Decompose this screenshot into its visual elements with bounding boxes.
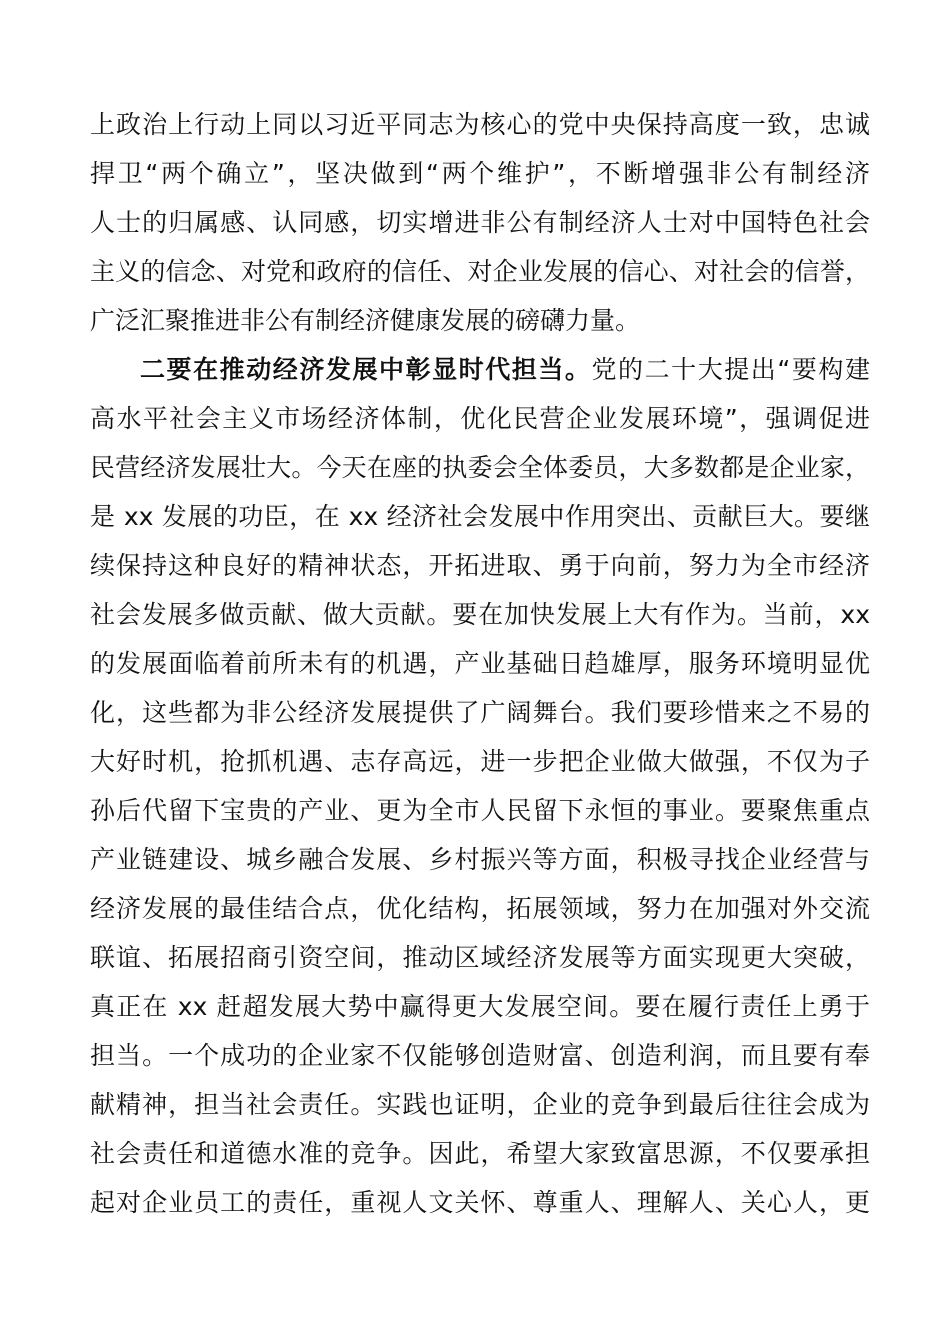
paragraph-line: 经济发展的最佳结合点，优化结构，拓展领域，努力在加强对外交流 [90,894,870,923]
section-heading: 二要在推动经济发展中彰显时代担当。 [140,355,592,384]
paragraph-line: 献精神，担当社会责任。实践也证明，企业的竞争到最后往往会成为 [90,1090,870,1119]
paragraph-line: 起对企业员工的责任，重视人文关怀、尊重人、理解人、关心人，更 [90,1188,870,1217]
paragraph-line: 社会发展多做贡献、做大贡献。要在加快发展上大有作为。当前，xx [90,600,870,629]
paragraph-1 [90,100,870,345]
paragraph-line: 社会责任和道德水准的竞争。因此，希望大家致富思源，不仅要承担 [90,1139,870,1168]
paragraph-line: 续保持这种良好的精神状态，开拓进取、勇于向前，努力为全市经济 [90,551,870,580]
paragraph-first-line [90,345,870,394]
paragraph-line: 广泛汇聚推进非公有制经济健康发展的磅礴力量。 [90,306,641,335]
paragraph-line: 上政治上行动上同以习近平同志为核心的党中央保持高度一致，忠诚 [90,110,870,139]
paragraph-line: 担当。一个成功的企业家不仅能够创造财富、创造利润，而且要有奉 [90,1041,870,1070]
paragraph-line: 主义的信念、对党和政府的信任、对企业发展的信心、对社会的信誉， [90,257,870,286]
body-text [90,100,870,1227]
paragraph-2 [90,345,870,1227]
paragraph-line-text: 党的二十大提出“要构建 [591,355,870,384]
paragraph-line: 人士的归属感、认同感，切实增进非公有制经济人士对中国特色社会 [90,208,870,237]
paragraph-line: 孙后代留下宝贵的产业、更为全市人民留下永恒的事业。要聚焦重点 [90,796,870,825]
paragraph-line: 民营经济发展壮大。今天在座的执委会全体委员，大多数都是企业家， [90,453,870,482]
paragraph-line: 真正在 xx 赶超发展大势中赢得更大发展空间。要在履行责任上勇于 [90,992,870,1021]
paragraph-line: 捍卫“两个确立”，坚决做到“两个维护”，不断增强非公有制经济 [90,159,870,188]
paragraph-line: 的发展面临着前所未有的机遇，产业基础日趋雄厚，服务环境明显优 [90,649,870,678]
paragraph-line: 产业链建设、城乡融合发展、乡村振兴等方面，积极寻找企业经营与 [90,845,870,874]
paragraph-line: 是 xx 发展的功臣，在 xx 经济社会发展中作用突出、贡献巨大。要继 [90,502,870,531]
paragraph-line: 大好时机，抢抓机遇、志存高远，进一步把企业做大做强，不仅为子 [90,747,870,776]
paragraph-line: 高水平社会主义市场经济体制，优化民营企业发展环境”，强调促进 [90,404,870,433]
paragraph-line: 化，这些都为非公经济发展提供了广阔舞台。我们要珍惜来之不易的 [90,698,870,727]
paragraph-line: 联谊、拓展招商引资空间，推动区域经济发展等方面实现更大突破， [90,943,870,972]
